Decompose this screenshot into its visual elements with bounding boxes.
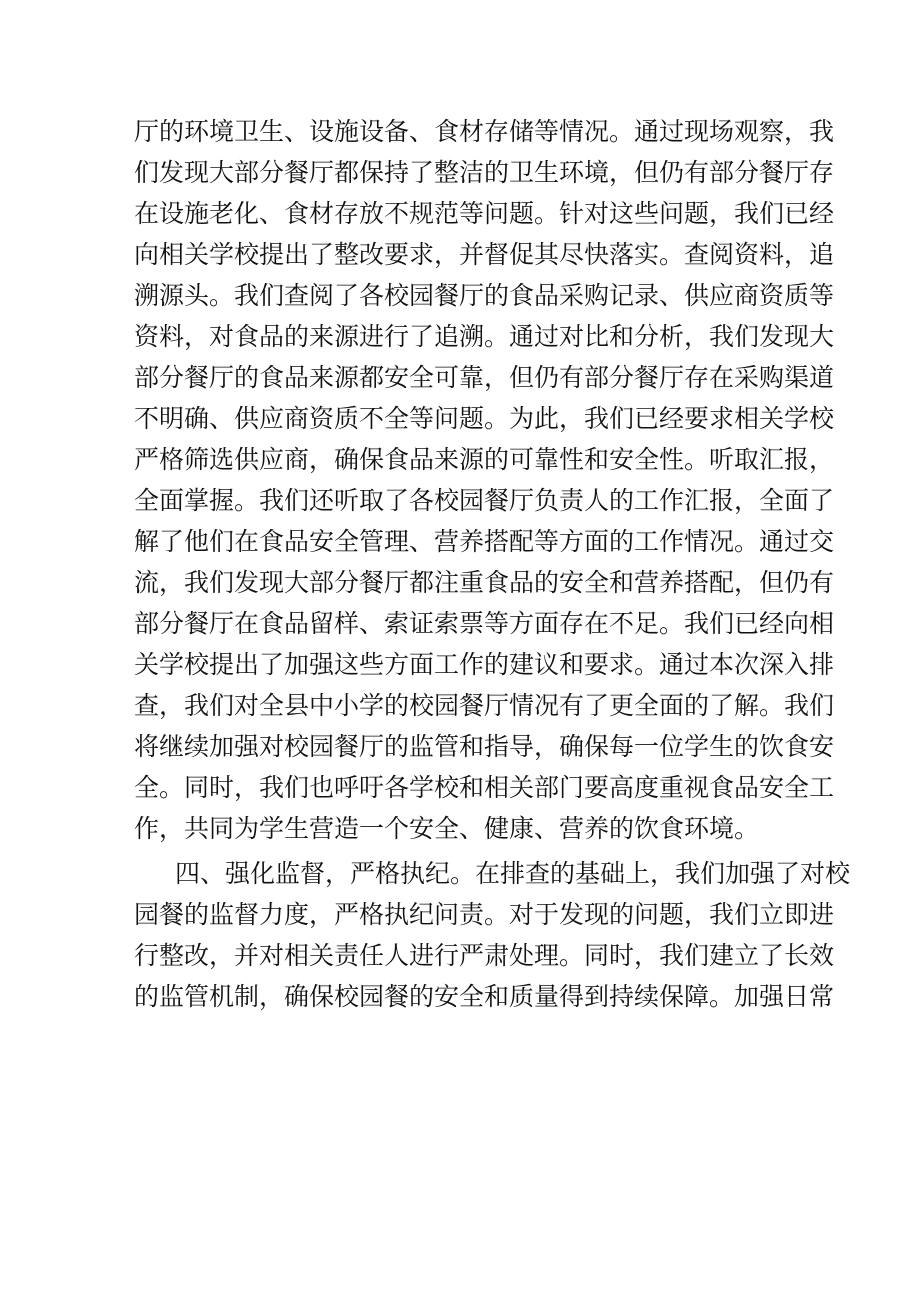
text-line: 严格筛选供应商，确保食品来源的可靠性和安全性。听取汇报， xyxy=(134,445,835,474)
paragraph xyxy=(134,111,835,849)
text-line: 将继续加强对校园餐厅的监管和指导，确保每一位学生的饮食安 xyxy=(134,732,835,761)
text-line: 全面掌握。我们还听取了各校园餐厅负责人的工作汇报，全面了 xyxy=(134,486,835,515)
text-line: 们发现大部分餐厅都保持了整洁的卫生环境，但仍有部分餐厅存 xyxy=(134,158,835,187)
body-text xyxy=(134,111,851,1017)
text-line: 查，我们对全县中小学的校园餐厅情况有了更全面的了解。我们 xyxy=(134,691,835,720)
text-line: 溯源头。我们查阅了各校园餐厅的食品采购记录、供应商资质等 xyxy=(134,281,835,310)
text-line: 在设施老化、食材存放不规范等问题。针对这些问题，我们已经 xyxy=(134,199,835,228)
text-line: 解了他们在食品安全管理、营养搭配等方面的工作情况。通过交 xyxy=(134,527,835,556)
text-line: 作，共同为学生营造一个安全、健康、营养的饮食环境。 xyxy=(134,814,760,843)
text-line: 部分餐厅在食品留样、索证索票等方面存在不足。我们已经向相 xyxy=(134,609,835,638)
text-line: 全。同时，我们也呼吁各学校和相关部门要高度重视食品安全工 xyxy=(134,773,835,802)
text-line: 向相关学校提出了整改要求，并督促其尽快落实。查阅资料，追 xyxy=(134,240,835,269)
text-line: 行整改，并对相关责任人进行严肃处理。同时，我们建立了长效 xyxy=(134,941,835,970)
text-line: 四、强化监督，严格执纪。在排查的基础上，我们加强了对校 xyxy=(175,859,851,888)
paragraph xyxy=(134,853,851,1017)
text-line: 厅的环境卫生、设施设备、食材存储等情况。通过现场观察，我 xyxy=(134,117,835,146)
text-line: 资料，对食品的来源进行了追溯。通过对比和分析，我们发现大 xyxy=(134,322,835,351)
text-line: 的监管机制，确保校园餐的安全和质量得到持续保障。加强日常 xyxy=(134,982,835,1011)
text-line: 流，我们发现大部分餐厅都注重食品的安全和营养搭配，但仍有 xyxy=(134,568,835,597)
text-line: 部分餐厅的食品来源都安全可靠，但仍有部分餐厅存在采购渠道 xyxy=(134,363,835,392)
text-line: 不明确、供应商资质不全等问题。为此，我们已经要求相关学校 xyxy=(134,404,835,433)
text-line: 关学校提出了加强这些方面工作的建议和要求。通过本次深入排 xyxy=(134,650,835,679)
text-line: 园餐的监督力度，严格执纪问责。对于发现的问题，我们立即进 xyxy=(134,900,835,929)
